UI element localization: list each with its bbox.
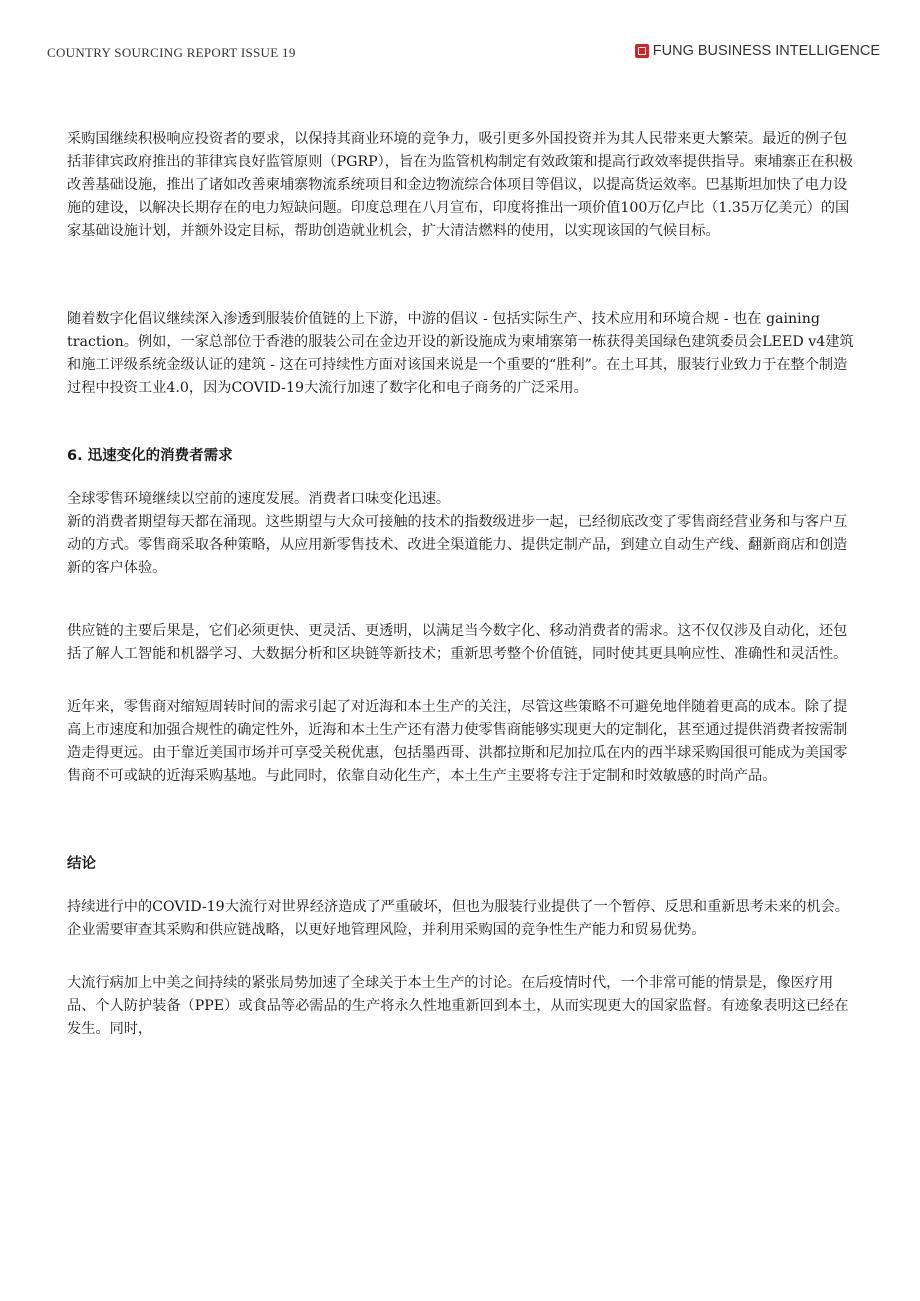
paragraph-consumer-expectations: 新的消费者期望每天都在涌现。这些期望与大众可接触的技术的指数级进步一起，已经彻底改变了零售商经营业务和与客户互动的方式。零售商采取各种策略，从应用新零售技术、改进全渠道能力、提供定制产品，到建立自动生产线、翻新商店和创造新的客户体验。 [67, 514, 848, 576]
paragraph-digitalization: 随着数字化倡议继续深入渗透到服装价值链的上下游，中游的倡议 - 包括实际生产、技术应用和环境合规 - 也在 gaining traction。例如，一家总部位于香港的服装公司在金边开设的新设施成为柬埔寨第一栋获得美国绿色建筑委员会LEED v4建筑和施工评级系统金级认证的建筑 - 这在可持续性方面对该国来说是一个重要的“胜利”。在土耳其，服装行业致力于在整个制造过程中投资工业4.0，因为COVID-19大流行加速了数字化和电子商务的广泛采用。 [67, 311, 854, 396]
paragraph-retail-environment: 全球零售环境继续以空前的速度发展。消费者口味变化迅速。 [67, 491, 451, 507]
paragraph-nearshoring: 近年来，零售商对缩短周转时间的需求引起了对近海和本土生产的关注，尽管这些策略不可避免地伴随着更高的成本。除了提高上市速度和加强合规性的确定性外，近海和本土生产还有潜力使零售商能够实现更大的定制化，甚至通过提供消费者按需制造走得更远。由于靠近美国市场并可享受关税优惠，包括墨西哥、洪都拉斯和尼加拉瓜在内的西半球采购国很可能成为美国零售商不可或缺的近海采购基地。与此同时，依靠自动化生产，本土生产主要将专注于定制和时效敏感的时尚产品。 [67, 699, 848, 784]
document-body [67, 128, 857, 1041]
paragraph-reshoring: 大流行病加上中美之间持续的紧张局势加速了全球关于本土生产的讨论。在后疫情时代，一个非常可能的情景是，像医疗用品、个人防护装备（PPE）或食品等必需品的生产将永久性地重新回到本土，从而实现更大的国家监督。有迹象表明这已经在发生。同时， [67, 975, 849, 1037]
section-heading-consumer-demand: 6. 迅速变化的消费者需求 [67, 448, 233, 464]
brand-header [635, 43, 880, 59]
fung-logo-icon [635, 44, 649, 58]
paragraph-sourcing-countries: 采购国继续积极响应投资者的要求，以保持其商业环境的竞争力，吸引更多外国投资并为其人民带来更大繁荣。最近的例子包括菲律宾政府推出的菲律宾良好监管原则（PGRP），旨在为监管机构制定有效政策和提高行政效率提供指导。柬埔寨正在积极改善基础设施，推出了诸如改善柬埔寨物流系统项目和金边物流综合体项目等倡议，以提高货运效率。巴基斯坦加快了电力设施的建设，以解决长期存在的电力短缺问题。印度总理在八月宣布，印度将推出一项价值100万亿卢比（1.35万亿美元）的国家基础设施计划，并额外设定目标，帮助创造就业机会，扩大清洁燃料的使用，以实现该国的气候目标。 [67, 131, 853, 239]
report-header-title: COUNTRY SOURCING REPORT ISSUE 19 [47, 45, 296, 60]
brand-name: FUNG BUSINESS INTELLIGENCE [652, 43, 880, 59]
paragraph-supply-chain: 供应链的主要后果是，它们必须更快、更灵活、更透明，以满足当今数字化、移动消费者的需求。这不仅仅涉及自动化，还包括了解人工智能和机器学习、大数据分析和区块链等新技术；重新思考整个价值链，同时使其更具响应性、准确性和灵活性。 [67, 623, 848, 662]
section-heading-conclusion: 结论 [67, 856, 96, 872]
paragraph-conclusion: 持续进行中的COVID-19大流行对世界经济造成了严重破坏，但也为服装行业提供了一个暂停、反思和重新思考未来的机会。企业需要审查其采购和供应链战略，以更好地管理风险，并利用采购国的竞争性生产能力和贸易优势。 [67, 899, 849, 938]
